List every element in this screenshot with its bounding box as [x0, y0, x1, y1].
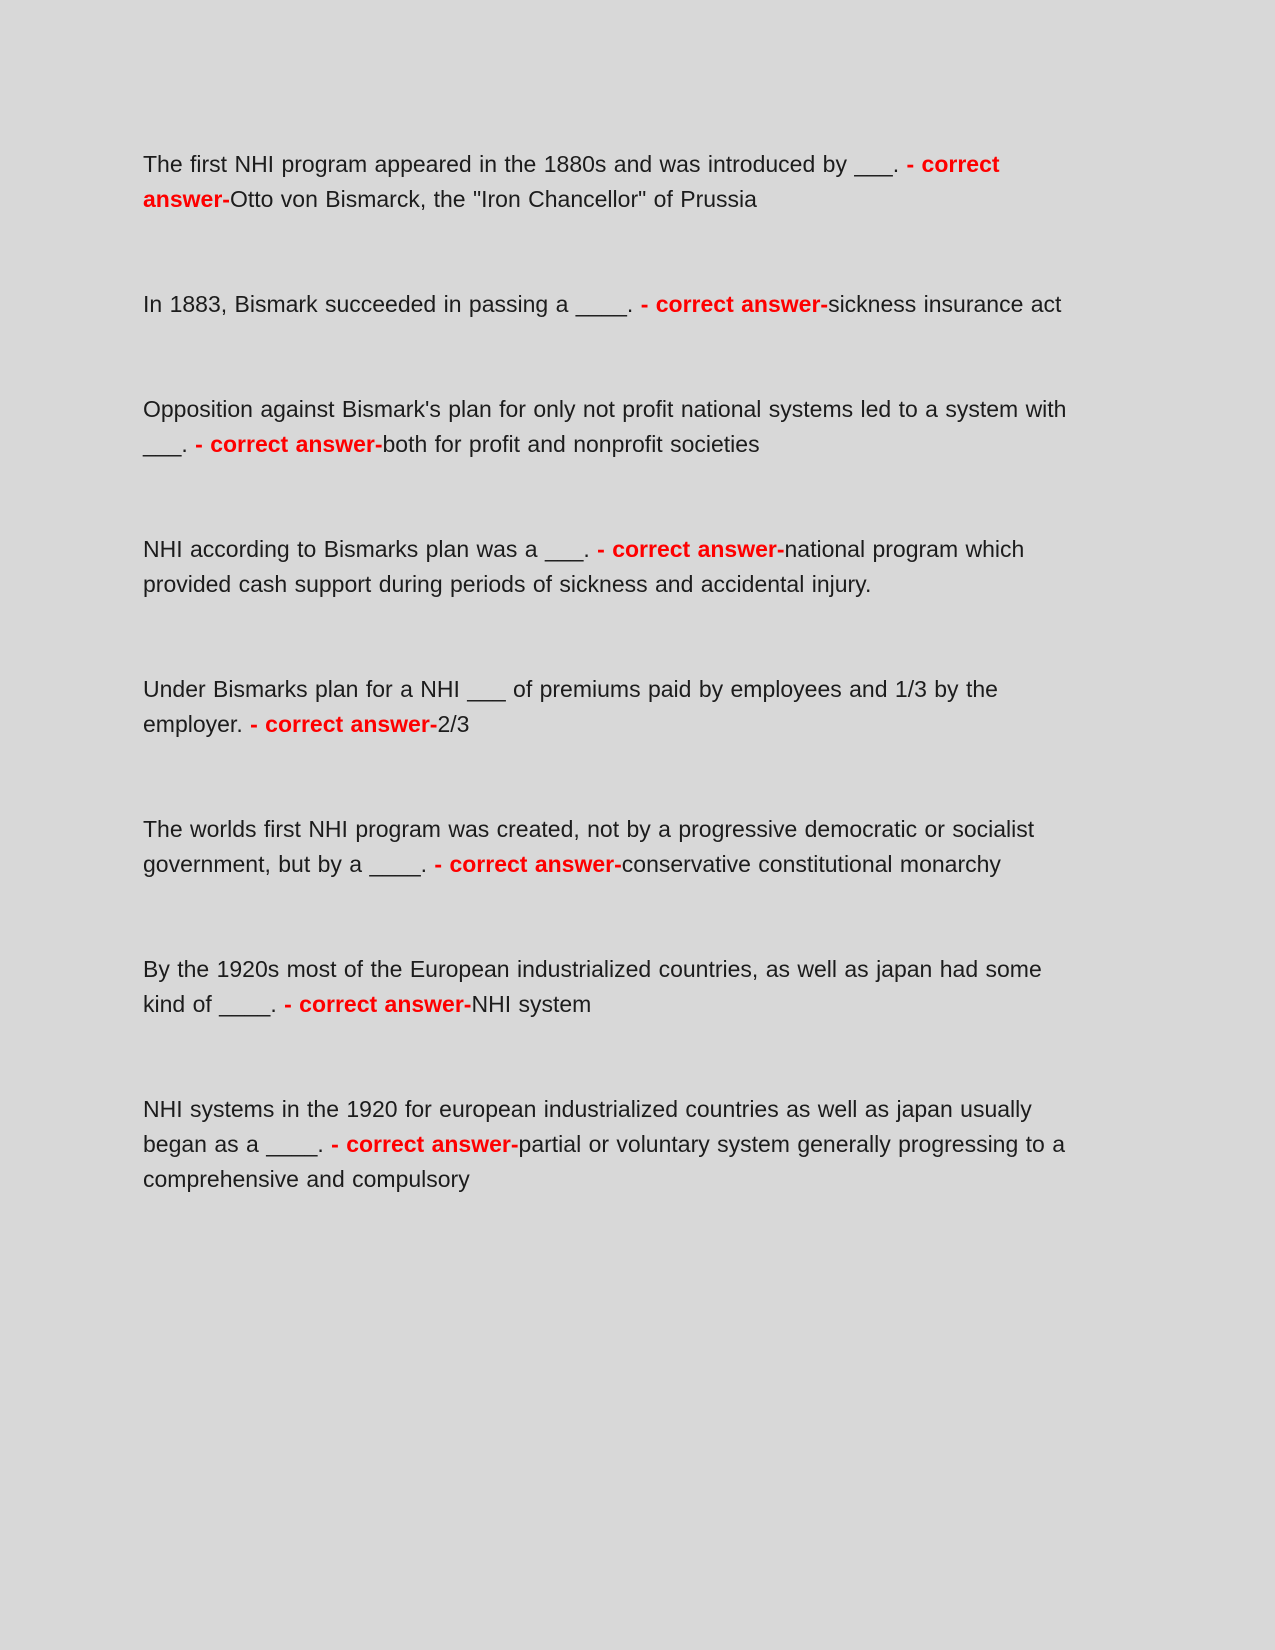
qa-item — [143, 287, 1075, 322]
answer-text: national program which provided cash support during periods of sickness and accidental injury. — [143, 536, 1025, 597]
correct-answer-marker: - correct answer- — [195, 431, 383, 457]
question-text: Under Bismarks plan for a NHI ___ of premiums paid by employees and 1/3 by the employer. — [143, 676, 998, 737]
correct-answer-marker: - correct answer- — [597, 536, 785, 562]
question-text: NHI according to Bismarks plan was a ___. — [143, 536, 598, 562]
answer-text: NHI system — [471, 991, 592, 1017]
answer-text: both for profit and nonprofit societies — [382, 431, 760, 457]
question-text: NHI systems in the 1920 for european industrialized countries as well as japan usually began as a ____. — [143, 1096, 1032, 1157]
answer-text: conservative constitutional monarchy — [621, 851, 1001, 877]
question-text: Opposition against Bismark's plan for only not profit national systems led to a system with ___. — [143, 396, 1067, 457]
answer-text: 2/3 — [437, 711, 470, 737]
qa-item — [143, 1092, 1075, 1197]
correct-answer-marker: - correct answer- — [640, 291, 829, 317]
question-text: The first NHI program appeared in the 1880s and was introduced by ___. — [143, 151, 907, 177]
answer-text: sickness insurance act — [828, 291, 1062, 317]
correct-answer-marker: - correct answer- — [143, 151, 1000, 212]
qa-item — [143, 532, 1075, 602]
answer-text: Otto von Bismarck, the "Iron Chancellor" of Prussia — [229, 186, 757, 212]
qa-item — [143, 952, 1075, 1022]
correct-answer-marker: - correct answer- — [434, 851, 622, 877]
qa-item — [143, 392, 1075, 462]
qa-item — [143, 812, 1075, 882]
correct-answer-marker: - correct answer- — [250, 711, 438, 737]
question-text: By the 1920s most of the European industrialized countries, as well as japan had some kind of ____. — [143, 956, 1042, 1017]
qa-item — [143, 147, 1075, 217]
qa-item — [143, 672, 1075, 742]
question-text: In 1883, Bismark succeeded in passing a ____. — [143, 291, 641, 317]
answer-text: partial or voluntary system generally progressing to a comprehensive and compulsory — [143, 1131, 1066, 1192]
correct-answer-marker: - correct answer- — [331, 1131, 519, 1157]
correct-answer-marker: - correct answer- — [284, 991, 472, 1017]
question-text: The worlds first NHI program was created, not by a progressive democratic or socialist government, but by a ____. — [143, 816, 1035, 877]
